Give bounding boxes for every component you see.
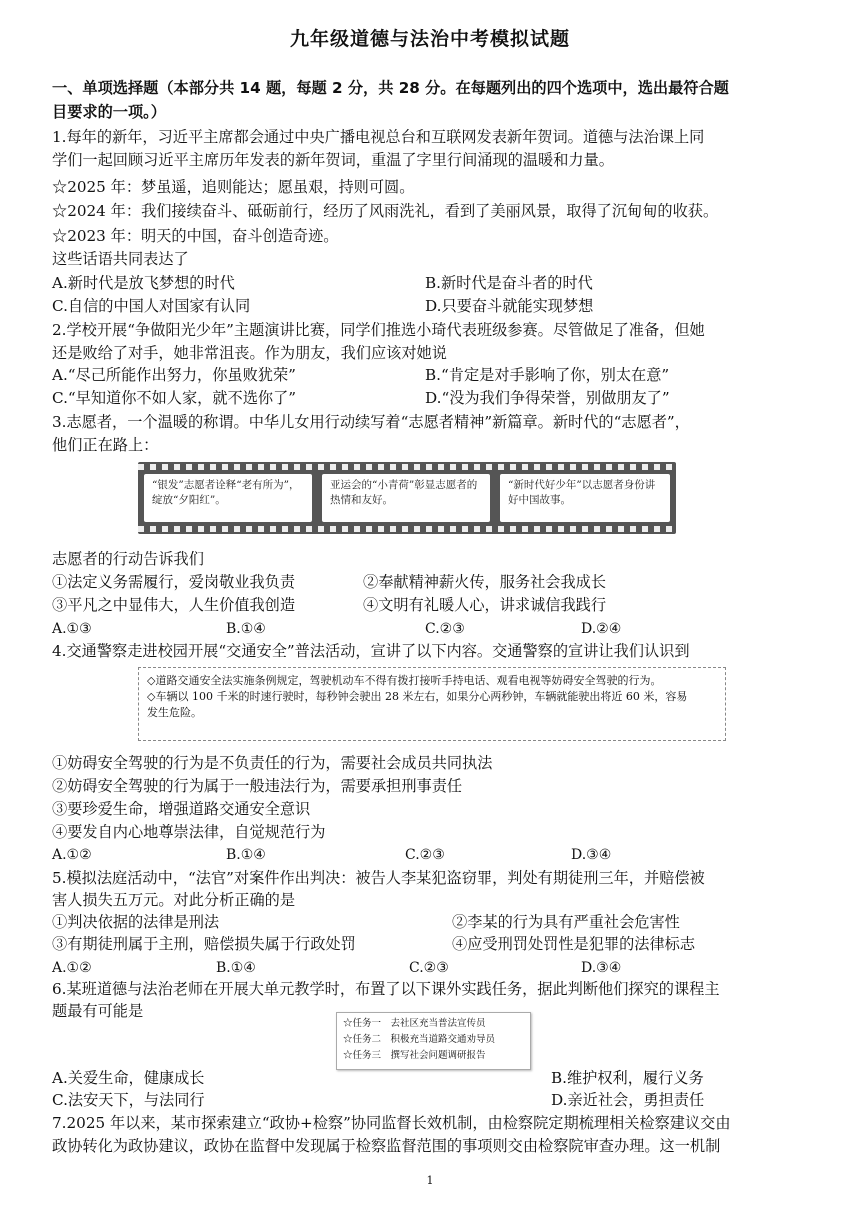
section-heading-line2: 目要求的一项。） — [52, 103, 166, 121]
q5-option-b: B.①④ — [216, 960, 256, 976]
q1-quote-2025: ☆2025 年：梦虽遥，追则能达；愿虽艰，持则可圆。 — [52, 178, 415, 196]
q6-tasks-box — [336, 1012, 531, 1070]
q4-statement-2: ②妨碍安全驾驶的行为属于一般违法行为，需要承担刑事责任 — [52, 777, 463, 795]
q4-traffic-rules-box — [138, 667, 726, 741]
q3-stem-line2: 他们正在路上： — [52, 436, 159, 454]
q5-statement-4: ④应受刑罚处罚性是犯罪的法律标志 — [452, 935, 695, 953]
q3-stem-line1: 3.志愿者，一个温暖的称谓。中华儿女用行动续写着“志愿者精神”新篇章。新时代的“志愿者”， — [52, 413, 690, 431]
q5-option-d: D.③④ — [581, 960, 622, 976]
section-heading-line1: 一、单项选择题（本部分共 14 题，每题 2 分，共 28 分。在每题列出的四个选项中，选出最符合题 — [52, 79, 729, 97]
q1-option-c: C.自信的中国人对国家有认同 — [52, 297, 251, 315]
q1-option-b: B.新时代是奋斗者的时代 — [425, 274, 593, 292]
q4-option-b: B.①④ — [226, 847, 266, 863]
film-frame-asian-games-volunteer: 亚运会的“小青荷”彰显志愿者的热情和友好。 — [322, 474, 490, 522]
q1-option-a: A.新时代是放飞梦想的时代 — [52, 274, 235, 292]
q6-stem-line2: 题最有可能是 — [52, 1002, 144, 1020]
q6-task-3: ☆任务三 撰写社会问题调研报告 — [343, 1050, 486, 1061]
q5-option-c: C.②③ — [409, 960, 449, 976]
q5-statement-3: ③有期徒刑属于主刑，赔偿损失属于行政处罚 — [52, 935, 356, 953]
q1-quote-2023: ☆2023 年：明天的中国，奋斗创造奇迹。 — [52, 227, 339, 245]
q7-stem-line1: 7.2025 年以来，某市探索建立“政协+检察”协同监督长效机制，由检察院定期梳理相关检察建议交由 — [52, 1114, 731, 1132]
q5-stem-line1: 5.模拟法庭活动中，“法官”对案件作出判决：被告人李某犯盗窃罪，判处有期徒刑三年，并赔偿被 — [52, 869, 705, 887]
q4-box-line2: ◇车辆以 100 千米的时速行驶时，每秒钟会驶出 28 米左右，如果分心两秒钟，车辆就能驶出将近 60 米，容易 — [147, 690, 688, 703]
q5-stem-line2: 害人损失五万元。对此分析正确的是 — [52, 891, 295, 909]
q4-statement-4: ④要发自内心地尊崇法律，自觉规范行为 — [52, 823, 326, 841]
q3-statement-4: ④文明有礼暖人心，讲求诚信我践行 — [363, 596, 606, 614]
q7-stem-line2: 政协转化为政协建议，政协在监督中发现属于检察监督范围的事项则交由检察院审查办理。这一机制 — [52, 1137, 721, 1155]
q2-option-b: B.“肯定是对手影响了你，别太在意” — [425, 366, 670, 384]
q2-stem-line2: 还是败给了对手，她非常沮丧。作为朋友，我们应该对她说 — [52, 344, 447, 362]
q4-option-c: C.②③ — [405, 847, 445, 863]
q4-stem: 4.交通警察走进校园开展“交通安全”普法活动，宣讲了以下内容。交通警察的宣讲让我们认识到 — [52, 642, 690, 660]
page-title: 九年级道德与法治中考模拟试题 — [289, 28, 570, 50]
q4-box-line1: ◇道路交通安全法实施条例规定，驾驶机动车不得有拨打接听手持电话、观看电视等妨碍安全驾驶的行为。 — [147, 674, 662, 687]
q1-question: 这些话语共同表达了 — [52, 250, 189, 268]
q4-statement-1: ①妨碍安全驾驶的行为是不负责任的行为，需要社会成员共同执法 — [52, 754, 493, 772]
q1-quote-2024: ☆2024 年：我们接续奋斗、砥砺前行，经历了风雨洗礼，看到了美丽风景，取得了沉甸甸的收获。 — [52, 202, 719, 220]
film-frame-young-volunteer: “新时代好少年”以志愿者身份讲好中国故事。 — [500, 474, 670, 522]
q3-option-a: A.①③ — [52, 621, 92, 637]
q6-option-d: D.亲近社会，勇担责任 — [551, 1091, 705, 1109]
q4-option-a: A.①② — [52, 847, 92, 863]
q5-statement-2: ②李某的行为具有严重社会危害性 — [452, 913, 680, 931]
film-sprocket-holes-bottom — [138, 526, 676, 532]
q5-option-a: A.①② — [52, 960, 92, 976]
page-number: 1 — [426, 1174, 434, 1187]
q3-statement-1: ①法定义务需履行，爱岗敬业我负责 — [52, 573, 295, 591]
q3-statement-3: ③平凡之中显伟大，人生价值我创造 — [52, 596, 295, 614]
q1-stem-line2: 学们一起回顾习近平主席历年发表的新年贺词，重温了字里行间涌现的温暖和力量。 — [52, 151, 614, 169]
film-frame-silver-volunteer: “银发”志愿者诠释“老有所为”，绽放“夕阳红”。 — [144, 474, 312, 522]
q6-option-a: A.关爱生命，健康成长 — [52, 1069, 205, 1087]
q6-task-1: ☆任务一 去社区充当普法宣传员 — [343, 1018, 486, 1029]
q3-option-d: D.②④ — [581, 621, 622, 637]
q2-stem-line1: 2.学校开展“争做阳光少年”主题演讲比赛，同学们推选小琦代表班级参赛。尽管做足了准备，但她 — [52, 321, 705, 339]
film-sprocket-holes-top — [138, 464, 676, 470]
q6-option-c: C.法安天下，与法同行 — [52, 1091, 205, 1109]
q3-option-b: B.①④ — [226, 621, 266, 637]
q6-task-2: ☆任务二 积极充当道路交通劝导员 — [343, 1034, 496, 1045]
q2-option-d: D.“没为我们争得荣誉，别做朋友了” — [425, 389, 670, 407]
q3-option-c: C.②③ — [425, 621, 465, 637]
q6-stem-line1: 6.某班道德与法治老师在开展大单元教学时，布置了以下课外实践任务，据此判断他们探究的课程主 — [52, 980, 720, 998]
q1-stem-line1: 1.每年的新年，习近平主席都会通过中央广播电视总台和互联网发表新年贺词。道德与法治课上同 — [52, 128, 705, 146]
q6-option-b: B.维护权利，履行义务 — [551, 1069, 704, 1087]
q4-statement-3: ③要珍爱生命，增强道路交通安全意识 — [52, 800, 311, 818]
q3-question: 志愿者的行动告诉我们 — [52, 550, 204, 568]
q4-box-line3: 发生危险。 — [147, 706, 202, 719]
q4-option-d: D.③④ — [571, 847, 612, 863]
q5-statement-1: ①判决依据的法律是刑法 — [52, 913, 220, 931]
volunteer-film-strip-image — [138, 462, 676, 534]
q2-option-c: C.“早知道你不如人家，就不选你了” — [52, 389, 297, 407]
q1-option-d: D.只要奋斗就能实现梦想 — [425, 297, 594, 315]
q2-option-a: A.“尽己所能作出努力，你虽败犹荣” — [52, 366, 296, 384]
q3-statement-2: ②奉献精神薪火传，服务社会我成长 — [363, 573, 606, 591]
